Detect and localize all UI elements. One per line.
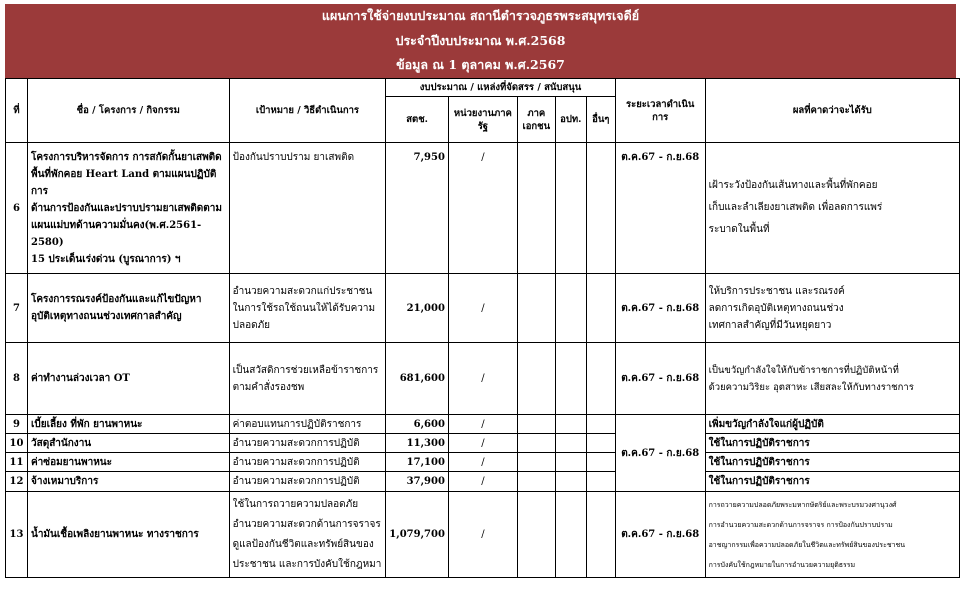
table-row bbox=[6, 434, 960, 453]
row-name: น้ำมันเชื้อเพลิงยานพาหนะ ทางราชการ bbox=[27, 492, 229, 578]
row-gov-mark: / bbox=[448, 415, 517, 434]
row-sor-amount: 7,950 bbox=[386, 143, 449, 274]
row-name: จ้างเหมาบริการ bbox=[27, 472, 229, 492]
row-goal: อำนวยความสะดวกแก่ประชาชน ในการใช้รถใช้ถนนให้ได้รับความ ปลอดภัย bbox=[229, 274, 386, 343]
col-header-private: ภาคเอกชน bbox=[517, 97, 555, 143]
group-period: ต.ค.67 - ก.ย.68 bbox=[615, 415, 705, 492]
fiscal-year: ประจำปีงบประมาณ พ.ศ.2568 bbox=[395, 32, 566, 48]
row-gov-mark: / bbox=[448, 343, 517, 415]
row-name: โครงการบริหารจัดการ การสกัดกั้นยาเสพติด พื้นที่พักคอย Heart Land ตามแผนปฏิบัติการ ด้านการป้องกันและปราบปรามยาเสพติดตาม แผนแม่บทด้านความมั่นคง(พ.ศ.2561-2580) 15 ประเด็นเร่งด่วน (บูรณาการ) ฯ bbox=[27, 143, 229, 274]
col-header-no: ที่ bbox=[6, 79, 28, 143]
report-title: แผนการใช้จ่ายงบประมาณ สถานีตำรวจภูธรพระสมุทรเจดีย์ bbox=[321, 8, 640, 23]
col-header-result: ผลที่คาดว่าจะได้รับ bbox=[705, 79, 959, 143]
row-sor-amount: 6,600 bbox=[386, 415, 449, 434]
row-gov-mark: / bbox=[448, 274, 517, 343]
row-result: ใช้ในการปฏิบัติราชการ bbox=[705, 434, 959, 453]
row-no: 6 bbox=[6, 143, 28, 274]
row-gov-mark: / bbox=[448, 143, 517, 274]
row-name: ค่าซ่อมยานพาหนะ bbox=[27, 453, 229, 472]
row-result: เฝ้าระวังป้องกันเส้นทางและพื้นที่พักคอย เก็บและลำเลียงยาเสพติด เพื่อลดการแพร่ ระบาดในพื้นที่ bbox=[705, 143, 959, 274]
row-period: ต.ค.67 - ก.ย.68 bbox=[615, 343, 705, 415]
row-goal: อำนวยความสะดวกการปฏิบัติ bbox=[229, 472, 386, 492]
row-result: เป็นขวัญกำลังใจให้กับข้าราชการที่ปฏิบัติหน้าที่ ด้วยความวิริยะ อุตสาหะ เสียสละให้กับทางราชการ bbox=[705, 343, 959, 415]
row-gov-mark: / bbox=[448, 434, 517, 453]
row-goal: อำนวยความสะดวกการปฏิบัติ bbox=[229, 434, 386, 453]
report-header bbox=[5, 4, 956, 78]
row-no: 11 bbox=[6, 453, 28, 472]
row-result: ให้บริการประชาชน และรณรงค์ ลดการเกิดอุบัติเหตุทางถนนช่วง เทศกาลสำคัญที่มีวันหยุดยาว bbox=[705, 274, 959, 343]
table-row bbox=[6, 343, 960, 415]
row-no: 10 bbox=[6, 434, 28, 453]
row-sor-amount: 17,100 bbox=[386, 453, 449, 472]
row-no: 12 bbox=[6, 472, 28, 492]
row-goal: เป็นสวัสดิการช่วยเหลือข้าราชการ ตามคำสั่งรองชพ bbox=[229, 343, 386, 415]
row-name: โครงการรณรงค์ป้องกันและแก้ไขปัญหา อุบัติเหตุทางถนนช่วงเทศกาลสำคัญ bbox=[27, 274, 229, 343]
row-result: ใช้ในการปฏิบัติราชการ bbox=[705, 472, 959, 492]
row-sor-amount: 11,300 bbox=[386, 434, 449, 453]
data-as-of: ข้อมูล ณ 1 ตุลาคม พ.ศ.2567 bbox=[396, 57, 565, 72]
col-header-name: ชื่อ / โครงการ / กิจกรรม bbox=[27, 79, 229, 143]
col-header-period: ระยะเวลาดำเนินการ bbox=[615, 79, 705, 143]
row-period: ต.ค.67 - ก.ย.68 bbox=[615, 143, 705, 274]
table-row bbox=[6, 143, 960, 274]
col-header-sor: สตช. bbox=[386, 97, 449, 143]
row-name: วัสดุสำนักงาน bbox=[27, 434, 229, 453]
row-sor-amount: 1,079,700 bbox=[386, 492, 449, 578]
row-result: เพิ่มขวัญกำลังใจแก่ผู้ปฏิบัติ bbox=[705, 415, 959, 434]
table-row bbox=[6, 492, 960, 578]
row-gov-mark: / bbox=[448, 453, 517, 472]
row-goal: ใช้ในการถวายความปลอดภัย อำนวยความสะดวกด้านการจราจร ดูแลป้องกันชีวิตและทรัพย์สินของ ประชาชน และการบังคับใช้กฎหมา bbox=[229, 492, 386, 578]
row-goal: อำนวยความสะดวกการปฏิบัติ bbox=[229, 453, 386, 472]
row-result: ใช้ในการปฏิบัติราชการ bbox=[705, 453, 959, 472]
row-no: 7 bbox=[6, 274, 28, 343]
row-result: การถวายความปลอดภัยพระมหากษัตริย์และพระบรมวงศานุวงศ์ การอำนวยความสะดวกด้านการจราจร การป้องกันปราบปราม อาชญากรรมเพื่อความปลอดภัยในชีวิตและทรัพย์สินของประชาชน การบังคับใช้กฎหมายในการอำนวยความยุติธรรม bbox=[705, 492, 959, 578]
row-name: ค่าทำงานล่วงเวลา OT bbox=[27, 343, 229, 415]
row-period: ต.ค.67 - ก.ย.68 bbox=[615, 492, 705, 578]
col-header-budget-group: งบประมาณ / แหล่งที่จัดสรร / สนับสนุน bbox=[386, 79, 616, 97]
col-header-goal: เป้าหมาย / วิธีดำเนินการ bbox=[229, 79, 386, 143]
table-row bbox=[6, 415, 960, 434]
row-sor-amount: 37,900 bbox=[386, 472, 449, 492]
row-period: ต.ค.67 - ก.ย.68 bbox=[615, 274, 705, 343]
row-sor-amount: 681,600 bbox=[386, 343, 449, 415]
row-goal: ป้องกันปราบปราม ยาเสพติด bbox=[229, 143, 386, 274]
row-no: 9 bbox=[6, 415, 28, 434]
row-gov-mark: / bbox=[448, 472, 517, 492]
row-gov-mark: / bbox=[448, 492, 517, 578]
row-no: 8 bbox=[6, 343, 28, 415]
table-row bbox=[6, 274, 960, 343]
row-no: 13 bbox=[6, 492, 28, 578]
col-header-gov: หน่วยงานภาครัฐ bbox=[448, 97, 517, 143]
row-goal: ค่าตอบแทนการปฏิบัติราชการ bbox=[229, 415, 386, 434]
row-sor-amount: 21,000 bbox=[386, 274, 449, 343]
col-header-other: อื่นๆ bbox=[586, 97, 615, 143]
table-row bbox=[6, 472, 960, 492]
table-row bbox=[6, 453, 960, 472]
row-name: เบี้ยเลี้ยง ที่พัก ยานพาหนะ bbox=[27, 415, 229, 434]
budget-plan-table bbox=[5, 78, 960, 578]
col-header-local: อปท. bbox=[555, 97, 586, 143]
